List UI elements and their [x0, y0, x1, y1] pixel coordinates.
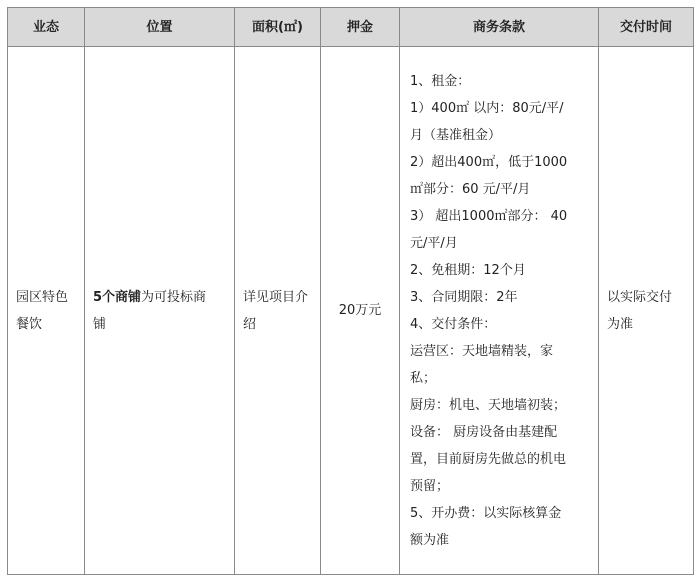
terms-line: 私；	[410, 370, 437, 386]
terms-line: 2）超出400㎡，低于1000	[410, 154, 568, 170]
commercial-terms-table	[7, 7, 694, 575]
header-row	[8, 8, 694, 47]
terms-line: ㎡部分：60 元/平/月	[410, 181, 531, 197]
location-bold-text: 5个商铺	[93, 289, 142, 305]
header-deposit: 押金	[321, 8, 400, 47]
table-row	[8, 47, 694, 575]
header-business-terms: 商务条款	[400, 8, 599, 47]
business-type-line: 园区特色	[16, 289, 69, 305]
cell-business-type	[8, 47, 85, 575]
area-line: 详见项目介	[243, 289, 309, 305]
delivery-line: 为准	[607, 316, 634, 332]
header-location: 位置	[85, 8, 235, 47]
location-text: 为可投标商	[141, 289, 207, 305]
terms-line: 2、免租期：12个月	[410, 262, 526, 278]
cell-delivery-time	[599, 47, 694, 575]
location-line: 铺	[93, 316, 107, 332]
area-line: 绍	[243, 316, 257, 332]
terms-line: 厨房：机电、天地墙初装；	[410, 397, 567, 413]
terms-line: 1、租金：	[410, 73, 471, 89]
cell-deposit: 20万元	[321, 47, 400, 575]
header-delivery-time: 交付时间	[599, 8, 694, 47]
cell-location	[85, 47, 235, 575]
delivery-line: 以实际交付	[607, 289, 673, 305]
terms-line: 设备： 厨房设备由基建配	[410, 424, 558, 440]
business-type-line: 餐饮	[16, 316, 43, 332]
terms-line: 预留；	[410, 478, 450, 494]
terms-line: 5、开办费：以实际核算金	[410, 505, 562, 521]
terms-line: 月（基准租金）	[410, 127, 502, 143]
location-line	[93, 284, 226, 311]
header-area: 面积(㎡)	[235, 8, 321, 47]
terms-line: 运营区：天地墙精装，家	[410, 343, 554, 359]
terms-line: 置，目前厨房先做总的机电	[410, 451, 567, 467]
cell-area	[235, 47, 321, 575]
cell-business-terms	[400, 47, 599, 575]
terms-line: 3） 超出1000㎡部分： 40	[410, 208, 568, 224]
terms-line: 额为准	[410, 532, 450, 548]
terms-line: 4、交付条件：	[410, 316, 497, 332]
header-business-type: 业态	[8, 8, 85, 47]
terms-line: 1）400㎡ 以内：80元/平/	[410, 100, 564, 116]
terms-line: 元/平/月	[410, 235, 458, 251]
terms-line: 3、合同期限：2年	[410, 289, 518, 305]
